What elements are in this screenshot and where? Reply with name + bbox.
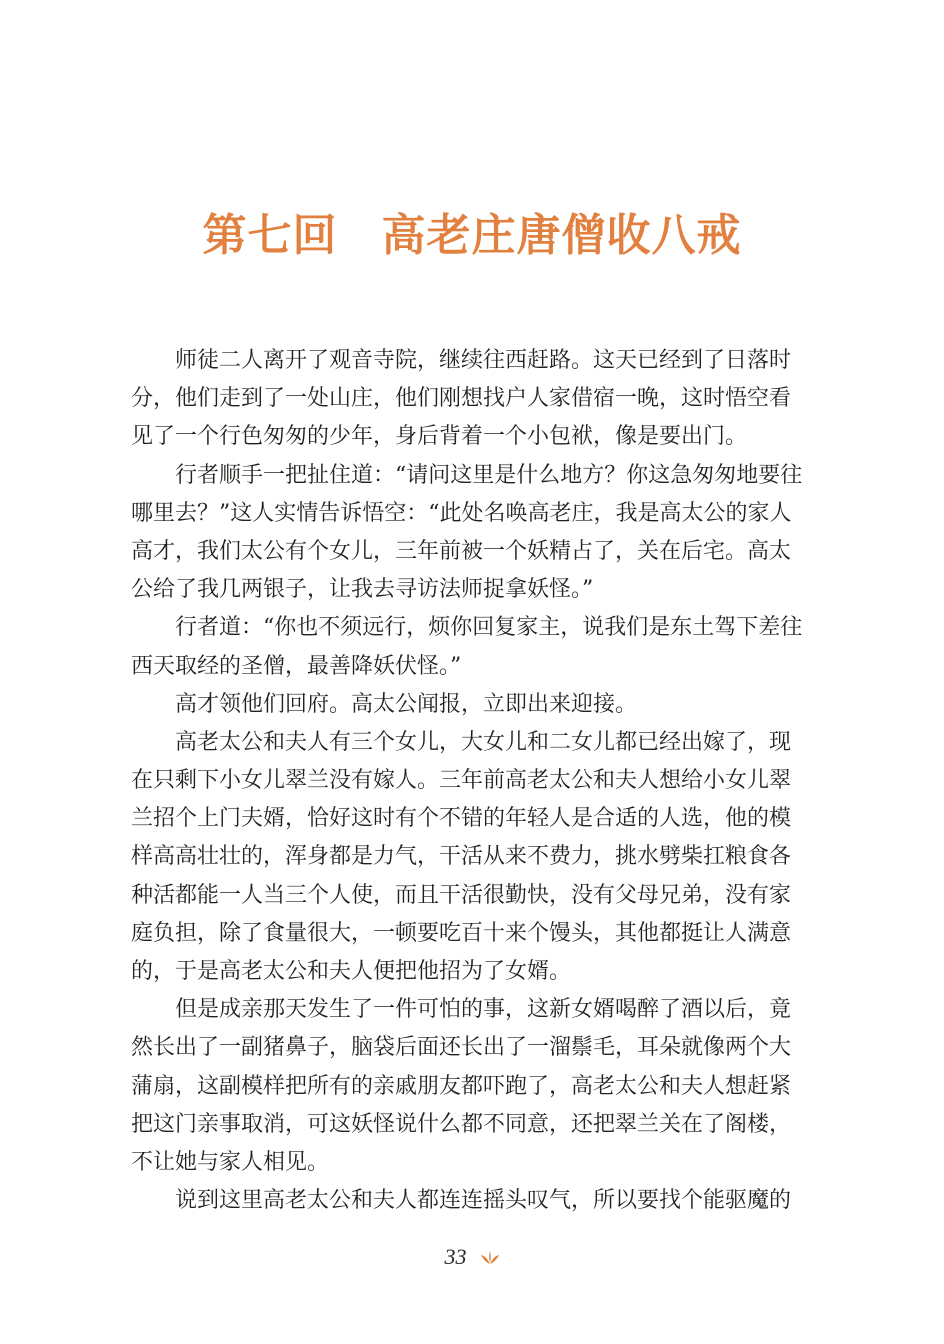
page-footer <box>0 1244 944 1274</box>
text-line: 把这门亲事取消，可这妖怪说什么都不同意，还把翠兰关在了阁楼， <box>131 1111 792 1137</box>
text-line: 说到这里高老太公和夫人都连连摇头叹气，所以要找个能驱魔的 <box>131 1188 792 1214</box>
text-line: 然长出了一副猪鼻子，脑袋后面还长出了一溜鬃毛，耳朵就像两个大 <box>131 1035 792 1061</box>
text-line: 在只剩下小女儿翠兰没有嫁人。三年前高老太公和夫人想给小女儿翠 <box>131 768 792 794</box>
text-line: 蒲扇，这副模样把所有的亲戚朋友都吓跑了，高老太公和夫人想赶紧 <box>131 1073 792 1099</box>
text-line: 行者道：“你也不须远行，烦你回复家主，说我们是东土驾下差往 <box>131 615 803 641</box>
text-line: 的，于是高老太公和夫人便把他招为了女婿。 <box>131 959 572 984</box>
text-line: 种活都能一人当三个人使，而且干活很勤快，没有父母兄弟，没有家 <box>131 882 792 908</box>
text-line: 高才领他们回府。高太公闻报，立即出来迎接。 <box>131 691 638 717</box>
text-line: 样高高壮壮的，浑身都是力气，干活从来不费力，挑水劈柴扛粮食各 <box>131 844 792 870</box>
chapter-title <box>0 206 944 266</box>
text-line: 庭负担，除了食量很大，一顿要吃百十来个馒头，其他都挺让人满意 <box>131 920 792 946</box>
text-line: 高才，我们太公有个女儿，三年前被一个妖精占了，关在后宅。高太 <box>131 538 792 564</box>
text-line: 哪里去？”这人实情告诉悟空：“此处名唤高老庄，我是高太公的家人 <box>131 500 792 526</box>
text-line: 但是成亲那天发生了一件可怕的事，这新女婿喝醉了酒以后，竟 <box>131 997 792 1023</box>
text-line: 师徒二人离开了观音寺院，继续往西赶路。这天已经到了日落时 <box>131 348 792 373</box>
text-line: 行者顺手一把扯住道：“请问这里是什么地方？你这急匆匆地要往 <box>131 462 803 488</box>
leaf-sprout-icon <box>480 1249 500 1265</box>
text-line: 不让她与家人相见。 <box>131 1149 330 1175</box>
text-line: 兰招个上门夫婿，恰好这时有个不错的年轻人是合适的人选，他的模 <box>131 806 792 832</box>
chapter-name: 高老庄唐僧收八戒 <box>381 210 742 261</box>
text-line: 西天取经的圣僧，最善降妖伏怪。” <box>131 653 462 679</box>
text-line: 分，他们走到了一处山庄，他们刚想找户人家借宿一晚，这时悟空看 <box>131 386 792 412</box>
chapter-number: 第七回 <box>202 210 338 261</box>
text-line: 公给了我几两银子，让我去寻访法师捉拿妖怪。” <box>131 577 594 603</box>
page-number: 33 <box>444 1244 467 1269</box>
body-text <box>131 342 815 1220</box>
text-line: 见了一个行色匆匆的少年，身后背着一个小包袱，像是要出门。 <box>131 424 748 450</box>
text-line: 高老太公和夫人有三个女儿，大女儿和二女儿都已经出嫁了，现 <box>131 729 792 755</box>
